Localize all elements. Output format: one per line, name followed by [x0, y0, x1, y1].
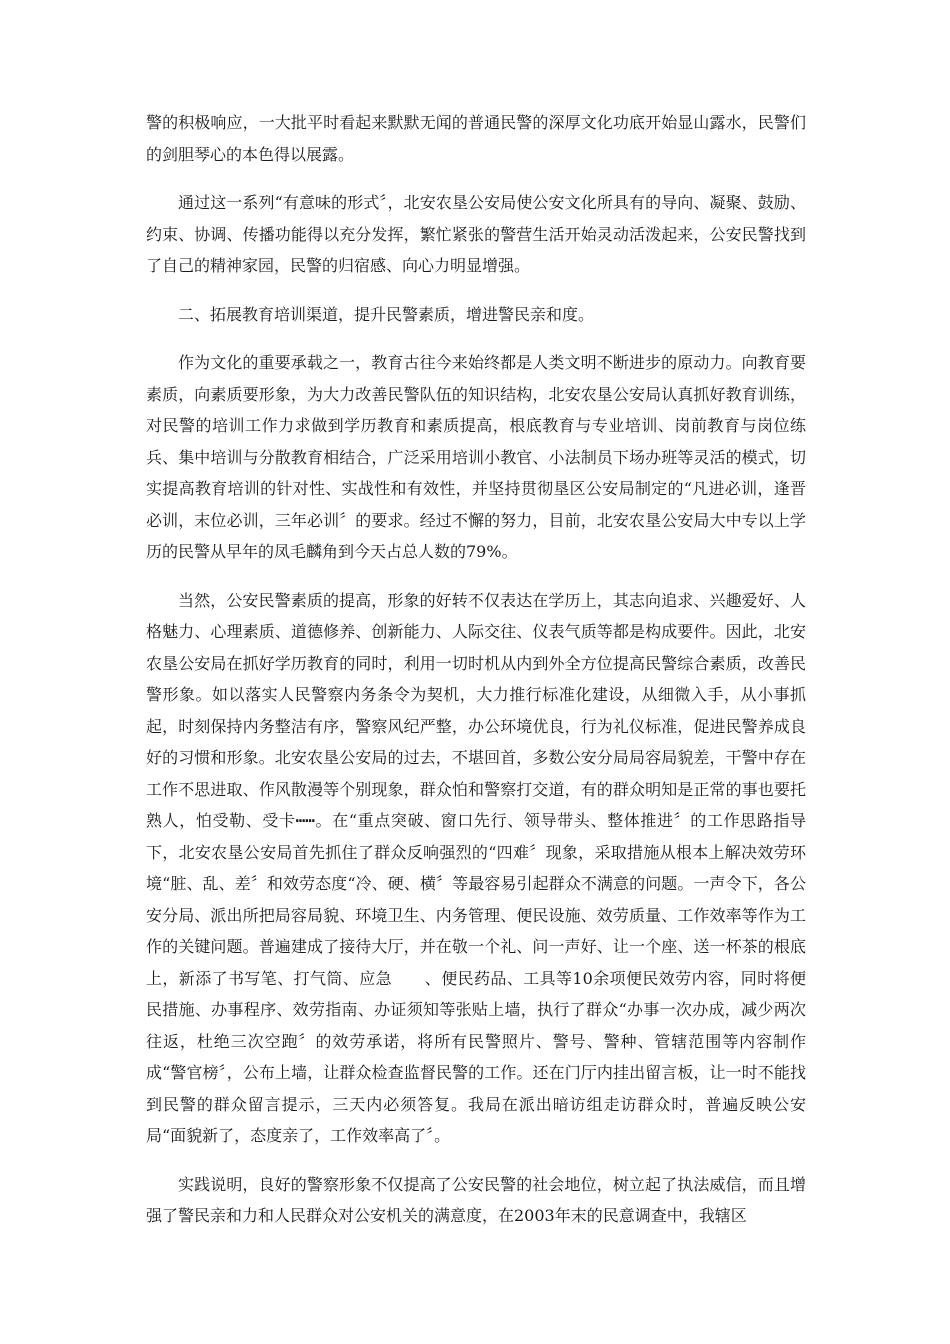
paragraph-practice-results: 实践说明，良好的警察形象不仅提高了公安民警的社会地位，树立起了执法威信，而且增强了警民亲和力和人民群众对公安机关的满意度，在2003年末的民意调查中，我辖区	[146, 1174, 806, 1225]
section-heading-education: 二、拓展教育培训渠道，提升民警素质，增进警民亲和度。	[178, 304, 595, 324]
document-body	[146, 107, 806, 1249]
paragraph-police-image: 当然，公安民警素质的提高，形象的好转不仅表达在学历上，其志向追求、兴趣爱好、人格魅力、心理素质、道德修养、创新能力、人际交往、仪表气质等都是构成要件。因此，北安农垦公安局在抓好学历教育的同时，利用一切时机从内到外全方位提高民警综合素质，改善民警形象。如以落实人民警察内务条令为契机，大力推行标准化建设，从细微入手，从小事抓起，时刻保持内务整洁有序，警察风纪严整，办公环境优良，行为礼仪标准，促进民警养成良好的习惯和形象。北安农垦公安局的过去，不堪回首，多数公安分局局容局貌差，干警中存在工作不思进取、作风散漫等个别现象，群众怕和警察打交道，有的群众明知是正常的事也要托熟人，怕受勒、受卡┅┅。在“重点突破、窗口先行、领导带头、整体推进〞的工作思路指导下，北安农垦公安局首先抓住了群众反响强烈的“四难〞现象，采取措施从根本上解决效劳环境“脏、乱、差〞和效劳态度“冷、硬、横〞等最容易引起群众不满意的问题。一声令下，各公安分局、派出所把局容局貌、环境卫生、内务管理、便民设施、效劳质量、工作效率等作为工作的关键问题。普遍建成了接待大厅，并在敬一个礼、问一声好、让一个座、送一杯茶的根底上，新添了书写笔、打气筒、应急 、便民药品、工具等10余项便民效劳内容，同时将便民措施、办事程序、效劳指南、办证须知等张贴上墙，执行了群众“办事一次办成，减少两次往返，杜绝三次空跑〞的效劳承诺，将所有民警照片、警号、警种、管辖范围等内容制作成“警官榜〞，公布上墙，让群众检查监督民警的工作。还在门厅内挂出留言板，让一时不能找到民警的群众留言提示，三天内必须答复。我局在派出暗访组走访群众时，普遍反映公安局“面貌新了，态度亲了，工作效率高了〞。	[146, 590, 806, 1145]
paragraph-continuation: 警的积极响应，一大批平时看起来默默无闻的普通民警的深厚文化功底开始显山露水，民警们的剑胆琴心的本色得以展露。	[146, 113, 806, 164]
paragraph-education-training: 作为文化的重要承载之一，教育古往今来始终都是人类文明不断进步的原动力。向教育要素质，向素质要形象，为大力改善民警队伍的知识结构，北安农垦公安局认真抓好教育训练，对民警的培训工作力求做到学历教育和素质提高，根底教育与专业培训、岗前教育与岗位练兵、集中培训与分散教育相结合，广泛采用培训小教官、小法制员下场办班等灵活的模式，切实提高教育培训的针对性、实战性和有效性，并坚持贯彻垦区公安局制定的“凡进必训，逢晋必训，末位必训，三年必训〞的要求。经过不懈的努力，目前，北安农垦公安局大中专以上学历的民警从早年的凤毛麟角到今天占总人数的79%。	[146, 353, 806, 561]
paragraph-culture-forms: 通过这一系列“有意味的形式〞，北安农垦公安局使公安文化所具有的导向、凝聚、鼓励、约束、协调、传播功能得以充分发挥，繁忙紧张的警营生活开始灵动活泼起来，公安民警找到了自己的精神家园，民警的归宿感、向心力明显增强。	[146, 193, 806, 275]
